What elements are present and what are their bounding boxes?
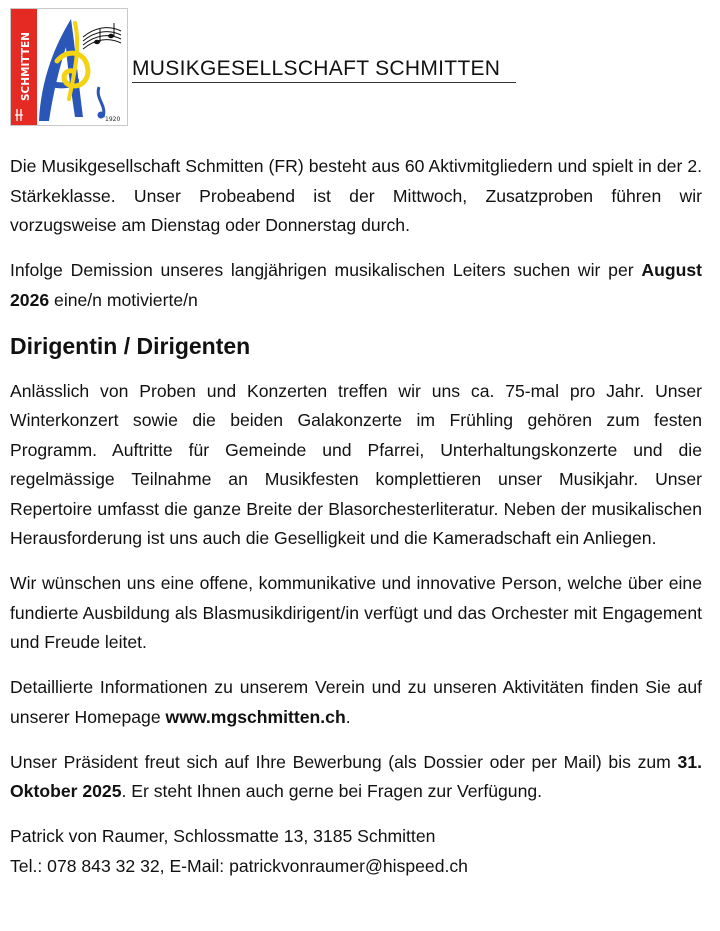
activities-paragraph: Anlässlich von Proben und Konzerten treffen wir uns ca. 75-mal pro Jahr. Unser Winterkonzert sowie die beiden Galakonzerte im Frühling gehören zum festen Programm. Auftritte für Gemeinde und Pfarrei, Unterhaltungskonzerte und die regelmässige Teilnahme an Musikfesten komplettieren unser Musikjahr. Unser Repertoire umfasst die ganze Breite der Blasorchesterliteratur. Neben der musikalischen Herausforderung ist uns auch die Geselligkeit und die Kameradschaft ein Anliegen. — [10, 380, 702, 548]
requirements-paragraph: Wir wünschen uns eine offene, kommunikative und innovative Person, welche über eine fundierte Ausbildung als Blasmusikdirigent/in verfügt und das Orchester mit Engagement und Freude leitet. — [10, 573, 702, 652]
vacancy-paragraph: Infolge Demission unseres langjährigen musikalischen Leiters suchen wir per August 2026 eine/n motivierte/n — [10, 260, 702, 310]
homepage-link[interactable]: www.mgschmitten.ch — [165, 706, 346, 727]
letterhead — [10, 8, 520, 128]
homepage-paragraph: Detaillierte Informationen zu unserem Verein und zu unseren Aktivitäten finden Sie auf unserer Homepage www.mgschmitten.ch. — [10, 677, 702, 727]
society-name: MUSIKGESELLSCHAFT SCHMITTEN — [132, 57, 516, 83]
society-logo — [10, 8, 128, 126]
logo-year: 1920 — [105, 116, 121, 123]
start-date: August 2026 — [10, 260, 702, 310]
logo-graphic — [11, 9, 127, 125]
intro-paragraph: Die Musikgesellschaft Schmitten (FR) besteht aus 60 Aktivmitgliedern und spielt in der 2. Stärkeklasse. Unser Probeabend ist der Mittwoch, Zusatzproben führen wir vorzugsweise am Dienstag oder Donnerstag durch. — [10, 156, 702, 235]
deadline-paragraph: Unser Präsident freut sich auf Ihre Bewerbung (als Dossier oder per Mail) bis zum 31. Oktober 2025. Er steht Ihnen auch gerne bei Fragen zur Verfügung. — [10, 751, 702, 801]
application-deadline: 31. Oktober 2025 — [10, 751, 702, 801]
position-heading: Dirigentin / Dirigenten — [10, 332, 251, 359]
contact-block — [10, 822, 702, 881]
contact-address: Patrick von Raumer, Schlossmatte 13, 3185 Schmitten — [10, 826, 436, 846]
contact-phone-email: Tel.: 078 843 32 32, E-Mail: patrickvonraumer@hispeed.ch — [10, 855, 468, 876]
letter-body — [10, 152, 702, 881]
logo-vertical-text: SCHMITTEN — [20, 32, 32, 101]
